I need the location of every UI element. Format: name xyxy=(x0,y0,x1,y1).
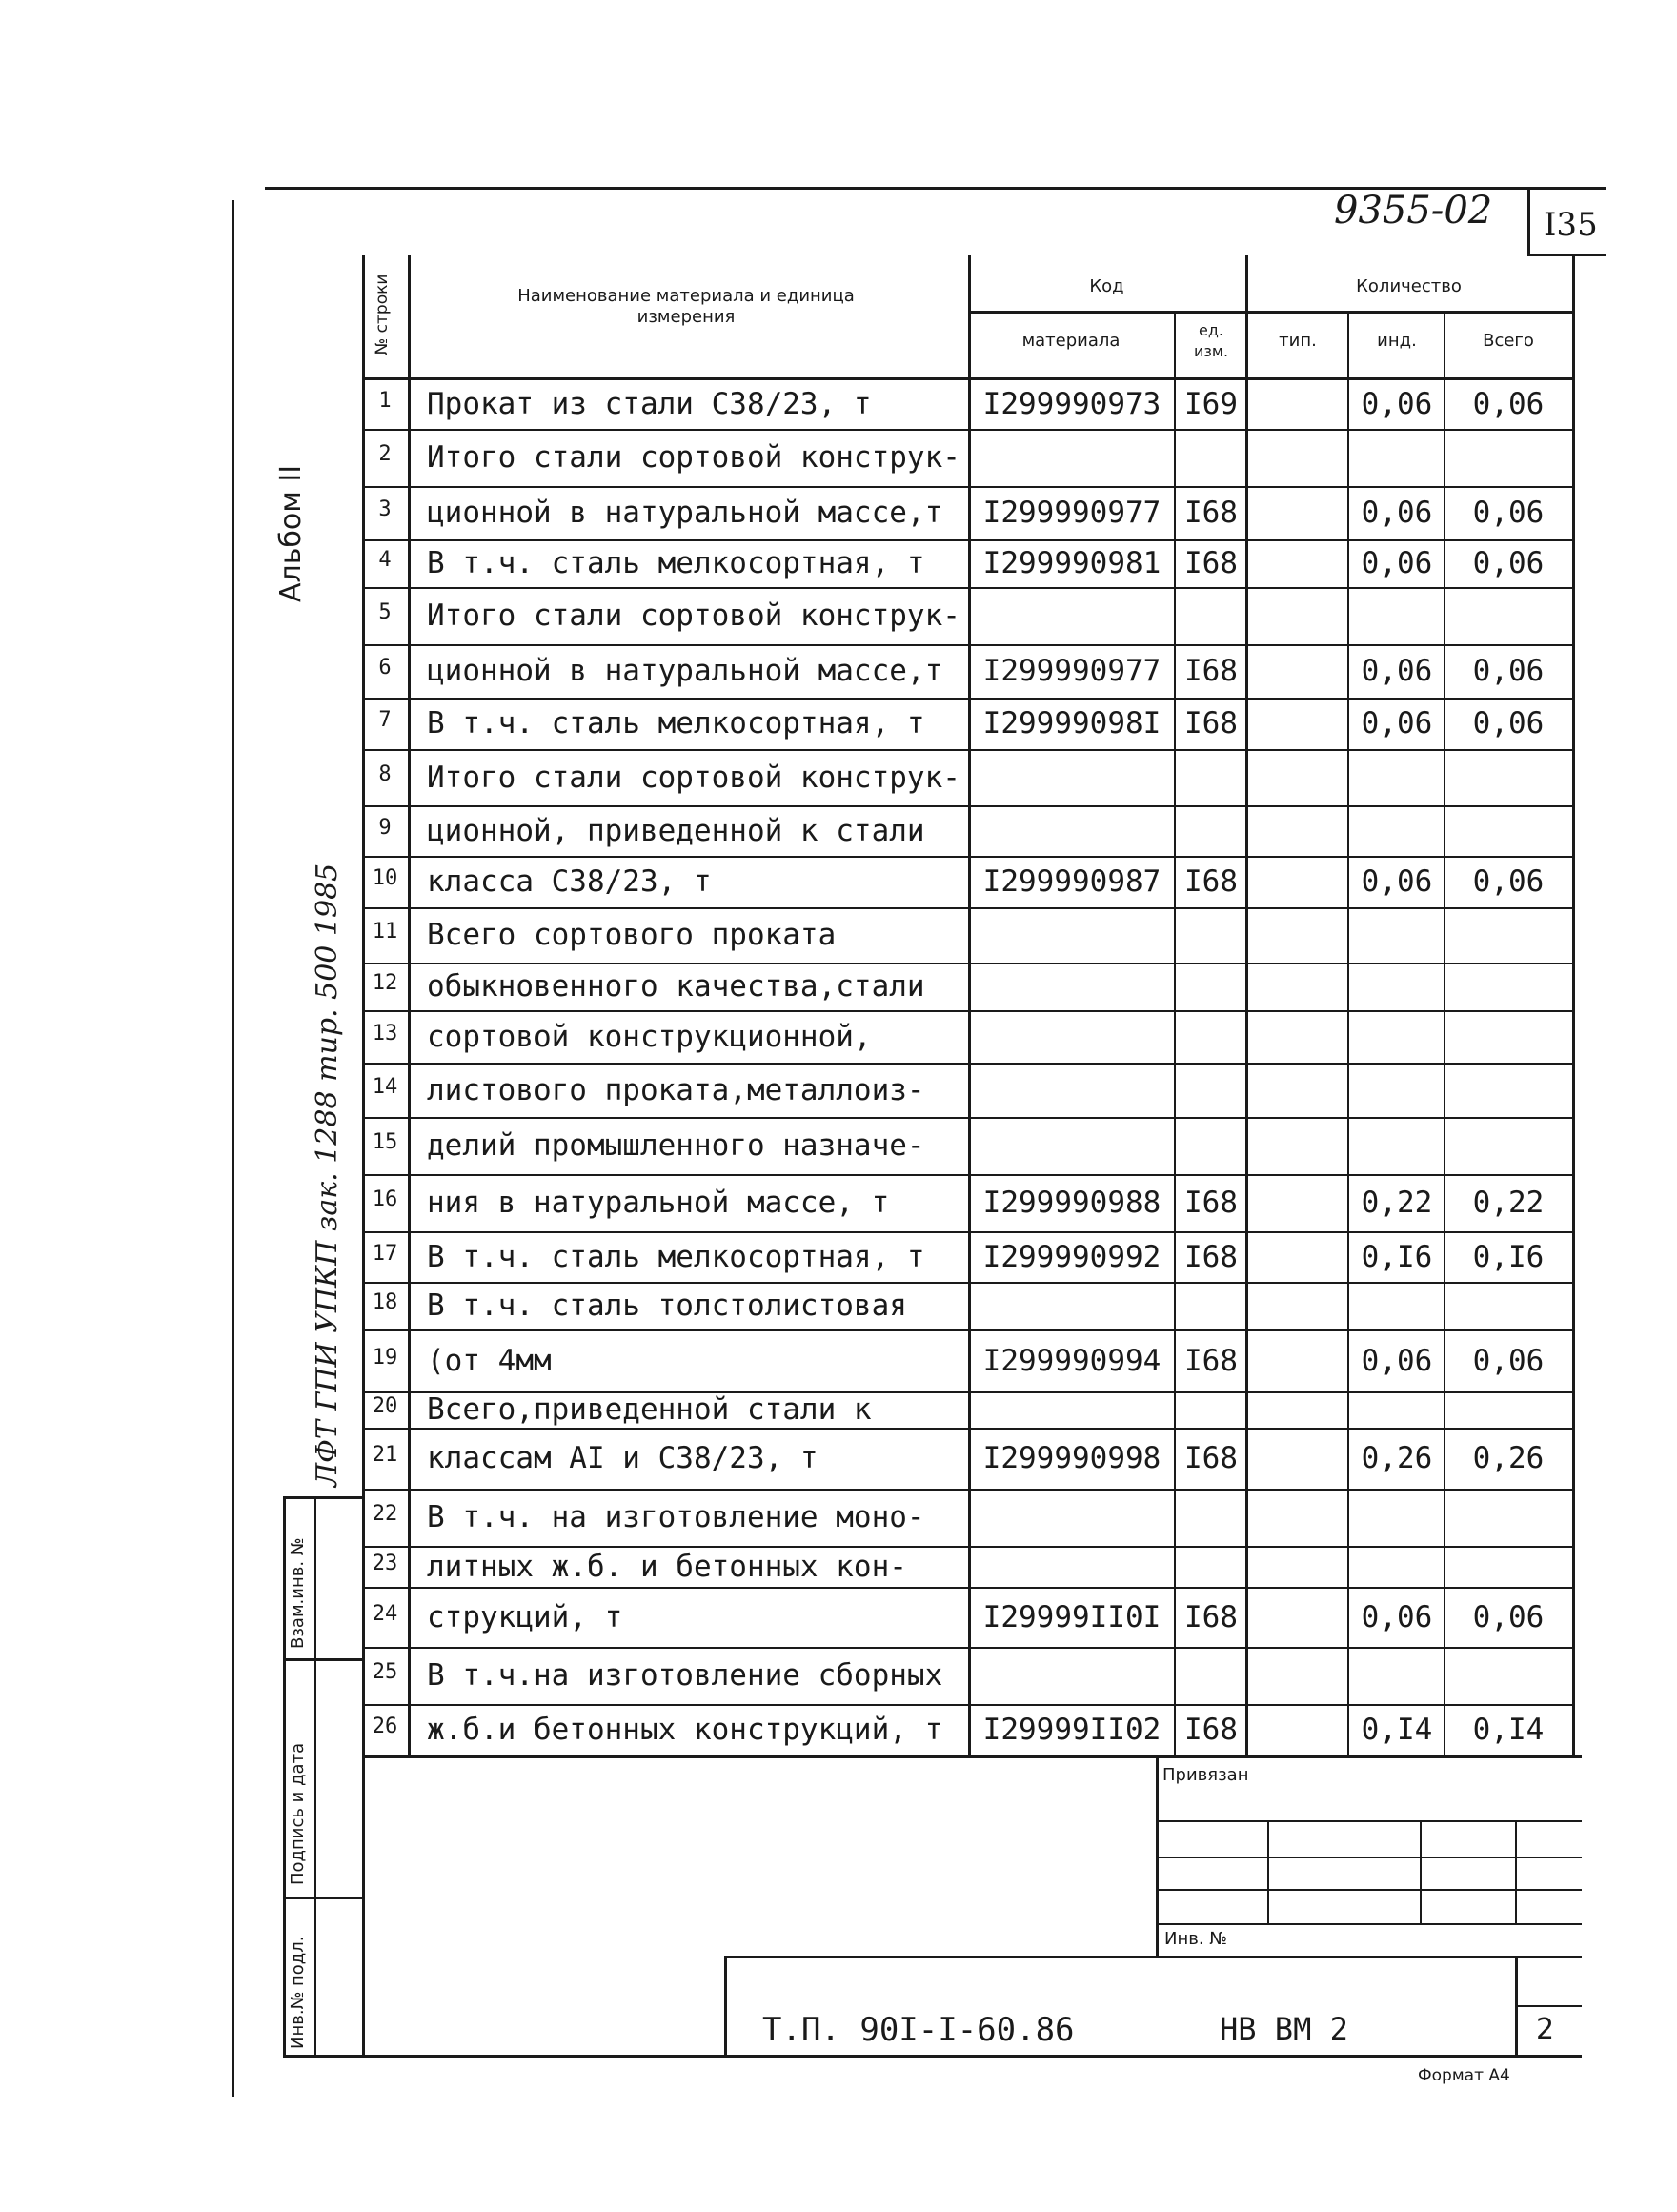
row-name: ционной в натуральной массе,т xyxy=(427,496,943,530)
row-number: 12 xyxy=(372,971,398,995)
row-unit: I68 xyxy=(1184,864,1238,899)
row-ind: 0,I4 xyxy=(1361,1713,1433,1747)
row-number: 2 xyxy=(378,442,392,466)
row-number: 10 xyxy=(372,866,398,890)
row-number: 24 xyxy=(372,1601,398,1626)
col-line-typ-right xyxy=(1347,313,1349,1755)
row-name: В т.ч. сталь мелкосортная, т xyxy=(427,706,925,741)
row-code: I299990998 xyxy=(982,1441,1162,1475)
row-code: I29999II0I xyxy=(982,1599,1162,1634)
frame-left-line xyxy=(232,200,234,2097)
doc-code-box-top xyxy=(724,1956,1582,1958)
row-name: ционной в натуральной массе,т xyxy=(427,654,943,688)
row-code: I299990994 xyxy=(982,1343,1162,1378)
row-unit: I68 xyxy=(1184,1343,1238,1378)
row-number: 8 xyxy=(378,761,392,786)
row-separator xyxy=(362,587,1572,589)
row-name: Итого стали сортовой конструк- xyxy=(427,760,960,795)
row-ind: 0,06 xyxy=(1361,1599,1433,1634)
privyazan-line-2 xyxy=(1156,1857,1582,1858)
row-number: 6 xyxy=(378,656,392,680)
row-name: В т.ч. сталь мелкосортная, т xyxy=(427,546,925,580)
row-ind: 0,06 xyxy=(1361,706,1433,741)
row-number: 26 xyxy=(372,1715,398,1738)
row-separator xyxy=(362,1329,1572,1331)
header-unit: ед. изм. xyxy=(1193,321,1229,360)
row-ind: 0,26 xyxy=(1361,1441,1433,1475)
row-total: 0,I4 xyxy=(1472,1713,1545,1747)
row-separator xyxy=(362,1231,1572,1233)
side-stamp-top xyxy=(283,1496,364,1499)
header-code: Код xyxy=(1089,276,1124,296)
row-unit: I68 xyxy=(1184,706,1238,741)
side-stamp-div1 xyxy=(283,1658,364,1661)
col-line-rowno-left xyxy=(362,255,365,2057)
row-separator xyxy=(362,907,1572,909)
sheet-no-box-mid xyxy=(1515,2005,1582,2007)
header-row-no: № строки xyxy=(373,274,392,355)
print-order-text: ЛФТ ГПИ УПКП зак. 1288 тир. 500 1985 xyxy=(311,862,344,1487)
row-number: 20 xyxy=(372,1394,398,1418)
row-total: 0,06 xyxy=(1472,496,1545,530)
row-unit: I68 xyxy=(1184,1441,1238,1475)
header-group-line xyxy=(968,311,1572,314)
col-line-qty-left xyxy=(1245,255,1248,1755)
row-name: ния в натуральной массе, т xyxy=(427,1186,890,1220)
inv-no-label: Инв. № xyxy=(1164,1929,1228,1949)
row-unit: I68 xyxy=(1184,1239,1238,1274)
row-number: 15 xyxy=(372,1130,398,1154)
row-separator xyxy=(362,1546,1572,1548)
row-code: I299990973 xyxy=(982,387,1162,421)
row-number: 1 xyxy=(378,389,392,413)
row-number: 19 xyxy=(372,1345,398,1370)
row-name: Всего сортового проката xyxy=(427,918,837,952)
row-ind: 0,I6 xyxy=(1361,1239,1433,1274)
row-number: 22 xyxy=(372,1502,398,1526)
row-total: 0,06 xyxy=(1472,706,1545,741)
row-code: I29999098I xyxy=(982,706,1162,741)
row-number: 14 xyxy=(372,1074,398,1099)
row-separator xyxy=(362,486,1572,488)
row-code: I299990977 xyxy=(982,654,1162,688)
row-number: 3 xyxy=(378,497,392,521)
header-bottom-line xyxy=(362,377,1572,380)
sheet-number: 2 xyxy=(1536,2013,1555,2046)
row-name: классам AI и С38/23, т xyxy=(427,1441,818,1475)
privyazan-label: Привязан xyxy=(1162,1765,1249,1785)
row-name: струкций, т xyxy=(427,1599,623,1634)
row-name: делий промышленного назначе- xyxy=(427,1128,925,1163)
row-separator xyxy=(362,1282,1572,1284)
row-unit: I68 xyxy=(1184,496,1238,530)
row-separator xyxy=(362,1489,1572,1491)
side-inv-podl-label: Инв.№ подл. xyxy=(288,1936,308,2049)
row-code: I299990977 xyxy=(982,496,1162,530)
row-ind: 0,06 xyxy=(1361,546,1433,580)
side-podpis-label: Подпись и дата xyxy=(288,1742,308,1885)
row-name: В т.ч. сталь толстолистовая xyxy=(427,1289,907,1323)
privyazan-line-4 xyxy=(1156,1923,1582,1925)
side-vzam-label: Взам.инв. № xyxy=(288,1537,308,1649)
row-number: 5 xyxy=(378,600,392,624)
row-code: I299990987 xyxy=(982,864,1162,899)
row-ind: 0,06 xyxy=(1361,654,1433,688)
col-line-code-left xyxy=(968,255,971,1755)
row-number: 17 xyxy=(372,1241,398,1266)
row-separator xyxy=(362,805,1572,807)
row-total: 0,26 xyxy=(1472,1441,1545,1475)
row-name: литных ж.б. и бетонных кон- xyxy=(427,1549,907,1584)
row-unit: I68 xyxy=(1184,654,1238,688)
row-ind: 0,06 xyxy=(1361,496,1433,530)
side-stamp-div2 xyxy=(283,1897,364,1899)
row-name: сортовой конструкционной, xyxy=(427,1019,872,1054)
row-separator xyxy=(362,1117,1572,1119)
row-name: Итого стали сортовой конструк- xyxy=(427,440,960,475)
privyazan-line-3 xyxy=(1156,1889,1582,1891)
privyazan-col-1 xyxy=(1267,1820,1269,1923)
row-name: Прокат из стали С38/23, т xyxy=(427,387,872,421)
row-ind: 0,06 xyxy=(1361,864,1433,899)
col-line-right xyxy=(1572,255,1575,1755)
row-name: ционной, приведенной к стали xyxy=(427,813,925,848)
row-number: 23 xyxy=(372,1551,398,1575)
row-total: 0,06 xyxy=(1472,1343,1545,1378)
side-stamp-bottom xyxy=(283,2055,364,2058)
doc-number: 9355-02 xyxy=(1334,189,1493,233)
row-separator xyxy=(362,1647,1572,1649)
page-number: I35 xyxy=(1544,206,1598,244)
row-separator xyxy=(362,1010,1572,1012)
sheet-code: НВ ВМ 2 xyxy=(1220,2011,1348,2047)
header-typ: тип. xyxy=(1279,331,1317,351)
doc-code-box-left xyxy=(724,1956,727,2055)
row-ind: 0,06 xyxy=(1361,1343,1433,1378)
row-name: Всего,приведенной стали к xyxy=(427,1392,872,1427)
row-total: 0,06 xyxy=(1472,864,1545,899)
row-number: 11 xyxy=(372,920,398,944)
album-label: Альбом II xyxy=(274,464,308,602)
row-name: (от 4мм xyxy=(427,1343,552,1378)
side-stamp-left xyxy=(283,1496,286,2057)
row-separator xyxy=(362,539,1572,541)
row-code: I299990988 xyxy=(982,1186,1162,1220)
row-name: В т.ч. сталь мелкосортная, т xyxy=(427,1239,925,1274)
row-separator xyxy=(362,1587,1572,1589)
row-total: 0,06 xyxy=(1472,546,1545,580)
doc-code: Т.П. 90I-I-60.86 xyxy=(762,2011,1075,2049)
row-separator xyxy=(362,1174,1572,1176)
row-total: 0,22 xyxy=(1472,1186,1545,1220)
col-line-ind-right xyxy=(1444,313,1445,1755)
row-code: I299990992 xyxy=(982,1239,1162,1274)
row-total: 0,I6 xyxy=(1472,1239,1545,1274)
row-code: I299990981 xyxy=(982,546,1162,580)
row-name: обыкновенного качества,стали xyxy=(427,969,925,1004)
row-number: 13 xyxy=(372,1021,398,1045)
page-number-box-left xyxy=(1527,187,1530,255)
row-total: 0,06 xyxy=(1472,654,1545,688)
row-separator xyxy=(362,429,1572,431)
row-total: 0,06 xyxy=(1472,1599,1545,1634)
row-number: 21 xyxy=(372,1443,398,1467)
header-ind: инд. xyxy=(1377,331,1417,351)
row-number: 25 xyxy=(372,1660,398,1684)
row-name: В т.ч.на изготовление сборных xyxy=(427,1658,943,1693)
header-material: материала xyxy=(1021,331,1121,351)
row-unit: I69 xyxy=(1184,387,1238,421)
row-ind: 0,22 xyxy=(1361,1186,1433,1220)
col-line-name-left xyxy=(408,255,411,1755)
col-line-unit-left xyxy=(1174,313,1176,1755)
row-ind: 0,06 xyxy=(1361,387,1433,421)
row-name: класса С38/23, т xyxy=(427,864,712,899)
privyazan-left xyxy=(1156,1755,1159,1956)
row-separator xyxy=(362,963,1572,964)
header-name: Наименование материала и единица измерения xyxy=(517,286,855,327)
row-unit: I68 xyxy=(1184,1599,1238,1634)
row-number: 7 xyxy=(378,708,392,732)
header-quantity: Количество xyxy=(1356,276,1462,296)
title-block-top xyxy=(362,1755,1582,1758)
row-unit: I68 xyxy=(1184,1186,1238,1220)
row-code: I29999II02 xyxy=(982,1713,1162,1747)
row-unit: I68 xyxy=(1184,1713,1238,1747)
header-total: Всего xyxy=(1483,331,1534,351)
row-separator xyxy=(362,749,1572,751)
privyazan-col-2 xyxy=(1420,1820,1422,1923)
row-name: Итого стали сортовой конструк- xyxy=(427,599,960,633)
row-separator xyxy=(362,698,1572,700)
row-separator xyxy=(362,1428,1572,1430)
row-name: В т.ч. на изготовление моно- xyxy=(427,1500,925,1534)
format-label: Формат А4 xyxy=(1418,2066,1510,2085)
privyazan-line-1 xyxy=(1156,1820,1582,1822)
row-total: 0,06 xyxy=(1472,387,1545,421)
page-number-box-bottom xyxy=(1527,254,1606,256)
row-name: ж.б.и бетонных конструкций, т xyxy=(427,1713,943,1747)
row-separator xyxy=(362,644,1572,646)
row-number: 4 xyxy=(378,548,392,572)
row-separator xyxy=(362,856,1572,858)
row-unit: I68 xyxy=(1184,546,1238,580)
row-number: 9 xyxy=(378,815,392,840)
privyazan-col-3 xyxy=(1515,1820,1517,1923)
title-block-bottom xyxy=(362,2055,1582,2058)
row-name: листового проката,металлоиз- xyxy=(427,1072,925,1107)
row-number: 18 xyxy=(372,1290,398,1314)
side-stamp-mid xyxy=(314,1496,316,2057)
row-separator xyxy=(362,1063,1572,1065)
row-number: 16 xyxy=(372,1187,398,1211)
row-separator xyxy=(362,1704,1572,1706)
